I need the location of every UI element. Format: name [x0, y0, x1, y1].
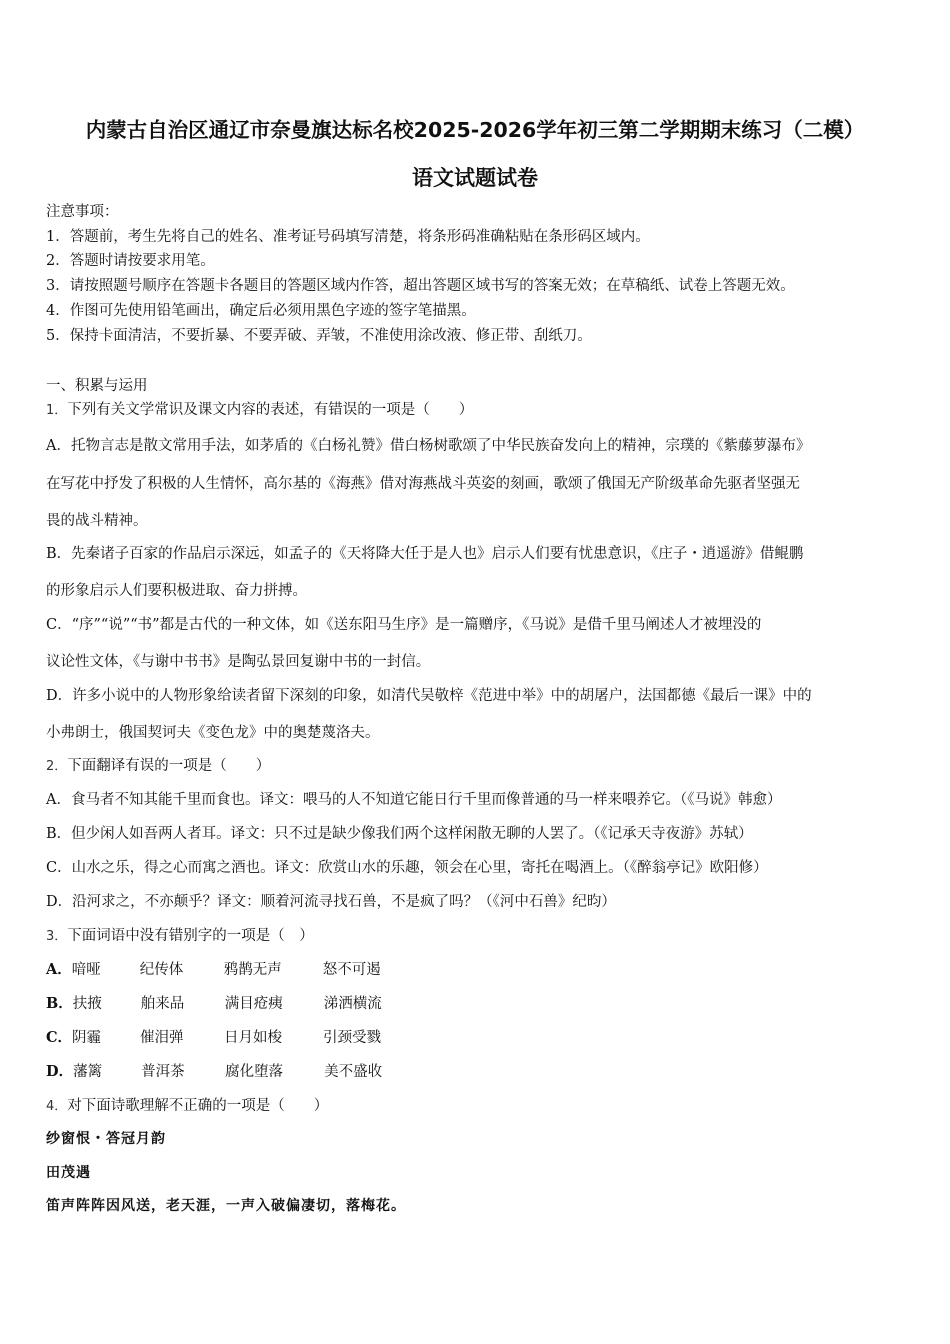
option-word: 涕洒横流 — [323, 996, 382, 1012]
exam-title: 内蒙古自治区通辽市奈曼旗达标名校2025-2026学年初三第二学期期末练习（二模） — [85, 118, 865, 142]
question-text: 对下面诗歌理解不正确的一项是（ ） — [67, 1098, 329, 1114]
option-word: 扶掖 — [72, 996, 102, 1012]
question-1-line: 在写花中抒发了积极的人生情怀，高尔基的《海燕》借对海燕战斗英姿的刻画，歌颂了俄国无产阶级革命先驱者坚强无 — [46, 476, 800, 492]
option-word: 催泪弹 — [140, 1030, 184, 1046]
notice-item: 3．请按照题号顺序在答题卡各题目的答题区域内作答，超出答题区域书写的答案无效；在草稿纸、试卷上答题无效。 — [46, 278, 795, 294]
section-heading: 一、积累与运用 — [46, 378, 148, 394]
question-2-stem — [46, 756, 270, 777]
option-word: 藩篱 — [73, 1064, 103, 1080]
exam-subtitle: 语文试题试卷 — [412, 166, 538, 190]
question-number: 1． — [46, 403, 68, 418]
option-word: 普洱茶 — [141, 1064, 185, 1080]
option-word: 鸦鹊无声 — [223, 962, 282, 978]
question-2-option: D．沿河求之，不亦颠乎？译文：顺着河流寻找石兽，不是疯了吗？（《河中石兽》纪昀） — [46, 894, 616, 910]
option-label: B． — [46, 995, 73, 1012]
question-3-option — [46, 994, 382, 1014]
option-word: 日月如梭 — [224, 1030, 283, 1046]
question-1-line: 畏的战斗精神。 — [46, 513, 148, 529]
question-text: 下列有关文学常识及课文内容的表述，有错误的一项是（ ） — [67, 402, 474, 418]
question-text: 下面词语中没有错别字的一项是（ ） — [67, 928, 314, 944]
question-2-option: B．但少闲人如吾两人者耳。译文：只不过是缺少像我们两个这样闲散无聊的人罢了。（《记承天寺夜游》苏轼） — [46, 826, 753, 842]
question-3-option — [46, 1028, 381, 1048]
question-3-option — [46, 960, 381, 980]
option-label: C． — [46, 1029, 73, 1046]
question-1-line: 小弗朗士，俄国契诃夫《变色龙》中的奥楚蔑洛夫。 — [46, 725, 380, 741]
question-4-stem — [46, 1096, 328, 1117]
question-1-line: B．先秦诸子百家的作品启示深远，如孟子的《天将降大任于是人也》启示人们要有忧患意识，《庄子・逍遥游》借鲲鹏 — [46, 546, 804, 562]
poem-line: 笛声阵阵因风送，老天涯，一声入破偏凄切，落梅花。 — [46, 1198, 406, 1214]
option-word: 舶来品 — [140, 996, 185, 1012]
question-1-line: A．托物言志是散文常用手法，如茅盾的《白杨礼赞》借白杨树歌颂了中华民族奋发向上的精神，宗璞的《紫藤萝瀑布》 — [46, 438, 811, 454]
option-word: 美不盛收 — [324, 1064, 383, 1080]
question-number: 4． — [46, 1099, 68, 1114]
option-word: 纪传体 — [139, 962, 184, 978]
option-word: 腐化堕落 — [225, 1064, 284, 1080]
question-1-line: 议论性文体，《与谢中书书》是陶弘景回复谢中书的一封信。 — [46, 654, 431, 670]
question-number: 3． — [46, 929, 68, 944]
option-label: D． — [46, 1063, 74, 1080]
poem-title: 纱窗恨・答冠月韵 — [46, 1131, 166, 1147]
question-text: 下面翻译有误的一项是（ ） — [67, 758, 271, 774]
question-2-option: A．食马者不知其能千里而食也。译文：喂马的人不知道它能日行千里而像普通的马一样来喂养它。（《马说》韩愈） — [46, 792, 782, 808]
option-word: 怒不可遏 — [322, 962, 381, 978]
option-word: 引颈受戮 — [323, 1030, 382, 1046]
option-word: 满目疮痍 — [224, 996, 283, 1012]
question-1-line: C．“序”“说”“书”都是古代的一种文体，如《送东阳马生序》是一篇赠序，《马说》是借千里马阐述人才被埋没的 — [46, 617, 762, 633]
question-3-stem — [46, 926, 314, 947]
question-1-line: D．许多小说中的人物形象给读者留下深刻的印象，如清代吴敬梓《范进中举》中的胡屠户，法国都德《最后一课》中的 — [46, 688, 812, 704]
question-number: 2． — [46, 759, 68, 774]
option-word: 阴霾 — [72, 1030, 102, 1046]
question-1-line: 的形象启示人们要积极进取、奋力拼搏。 — [46, 583, 307, 599]
notice-heading: 注意事项： — [46, 204, 119, 220]
question-3-option — [46, 1062, 382, 1082]
notice-item: 5．保持卡面清洁，不要折暴、不要弄破、弄皱，不准使用涂改液、修正带、刮纸刀。 — [46, 328, 592, 344]
option-label: A． — [46, 961, 72, 978]
question-1-stem — [46, 400, 473, 421]
notice-item: 1．答题前，考生先将自己的姓名、准考证号码填写清楚，将条形码准确粘贴在条形码区域内。 — [46, 229, 650, 245]
question-2-option: C．山水之乐，得之心而寓之酒也。译文：欣赏山水的乐趣，领会在心里，寄托在喝酒上。（《醉翁亭记》欧阳修） — [46, 860, 768, 876]
option-word: 喑哑 — [71, 962, 101, 978]
notice-item: 4．作图可先使用铅笔画出，确定后必须用黑色字迹的签字笔描黑。 — [46, 303, 476, 319]
notice-item: 2．答题时请按要求用笔。 — [46, 253, 215, 269]
poem-author: 田茂遇 — [46, 1165, 91, 1181]
